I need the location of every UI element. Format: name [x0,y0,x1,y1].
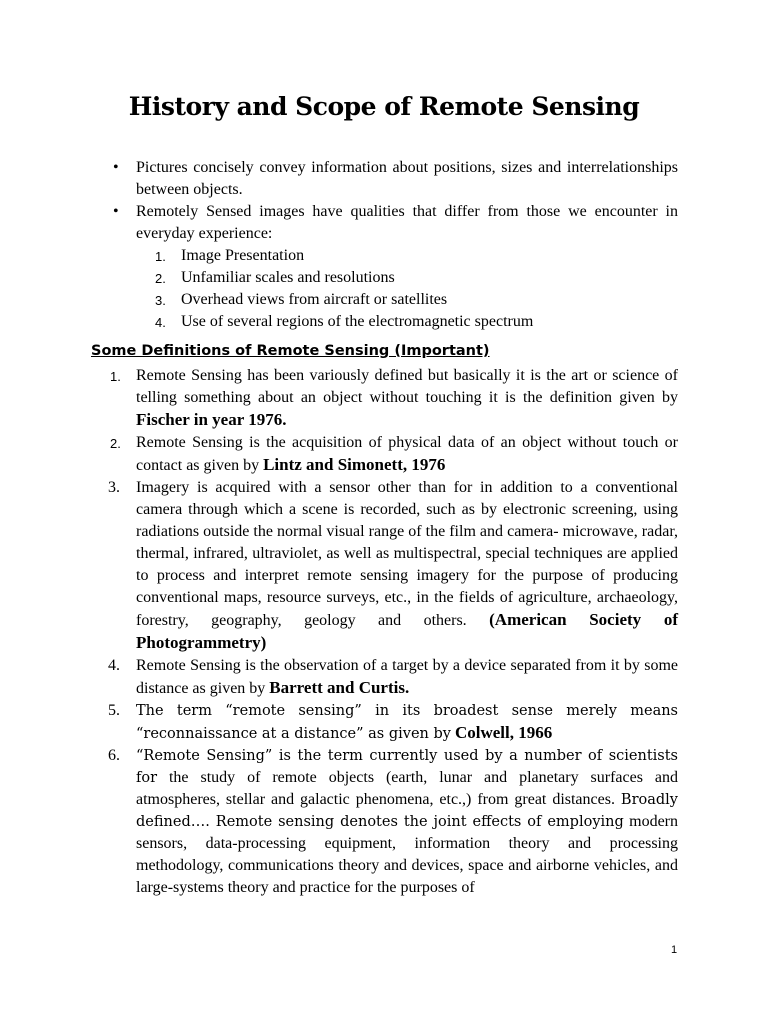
definition-number: 2. [110,436,121,451]
definition-text: Broadly defined…. Remote sensing denotes the joint effects of employing [136,792,678,830]
definition-item [108,655,678,700]
definition-item [110,432,678,477]
definition-text: Remote Sensing is the observation of a target by a device separated from it by some distance as given by [136,657,678,697]
list-item [155,267,678,289]
list-number: 4. [155,315,166,330]
bullet-text: Pictures concisely convey information about positions, sizes and interrelationships between objects. [136,159,678,198]
list-item-text: Use of several regions of the electromagnetic spectrum [181,313,534,330]
intro-bullet-list [136,157,678,333]
list-item [155,289,678,311]
bullet-item [136,201,678,333]
section-heading: Some Definitions of Remote Sensing (Important) [91,343,490,359]
list-item-text: Unfamiliar scales and resolutions [181,269,395,286]
definition-number: 6. [108,747,120,764]
definitions-list [108,365,679,899]
definition-citation: Colwell, 1966 [454,723,553,742]
list-item-text: Image Presentation [181,247,305,264]
bullet-item [136,157,678,201]
definition-text: the study of remote objects (earth, lunar and planetary surfaces and atmospheres, stellar and galactic phenomena, etc.,) from great distances. [136,769,679,808]
definition-item [108,477,678,655]
definition-item [108,745,679,899]
definition-number: 5. [108,702,120,719]
list-item [155,245,678,267]
definition-item [108,700,678,745]
definition-text: The term “remote sensing” in its broadest sense merely means “reconnaissance at a distance” as given by [136,703,678,742]
definition-number: 1. [110,369,121,384]
definition-citation: Lintz and Simonett, 1976 [263,455,446,474]
list-item-text: Overhead views from aircraft or satellites [181,291,448,308]
definition-citation: Barrett and Curtis. [269,678,410,697]
list-item [155,311,678,333]
definition-text: “Remote Sensing” is the term currently used by a number of scientists for [136,748,678,786]
definition-number: 4. [108,657,120,674]
definition-number: 3. [108,479,120,496]
definition-citation: Fischer in year 1976. [136,410,287,429]
definition-text: Remote Sensing has been variously defined but basically it is the art or science of telling something about an object without touching it is the definition given by [136,367,678,406]
qualities-list [136,245,678,333]
list-number: 2. [155,271,166,286]
definition-citation: (American Society of Photogrammetry) [136,610,678,652]
page-title: History and Scope of Remote Sensing [128,92,640,121]
definition-text: Remote Sensing is the acquisition of physical data of an object without touch or contact as given by [136,434,678,474]
list-number: 3. [155,293,166,308]
bullet-text: Remotely Sensed images have qualities that differ from those we encounter in everyday experience: [136,203,678,242]
definition-text: modern sensors, data-processing equipment, information theory and processing methodology, communications theory and devices, space and airborne vehicles, and large-systems theory and practice for the purposes of [136,813,678,896]
page-number: 1 [671,944,678,956]
list-number: 1. [155,249,166,264]
definition-text: Imagery is acquired with a sensor other than for in addition to a conventional camera through which a scene is recorded, such as by electronic screening, using radiations outside the normal visual range of the film and camera- microwave, radar, thermal, infrared, ultraviolet, as well as multispectral, special techniques are applied to process and interpret remote sensing imagery for the purpose of producing conventional maps, resource surveys, etc., in the fields of agriculture, archaeology, forestry, geography, geology and others. [136,479,678,629]
definition-item [110,365,678,432]
